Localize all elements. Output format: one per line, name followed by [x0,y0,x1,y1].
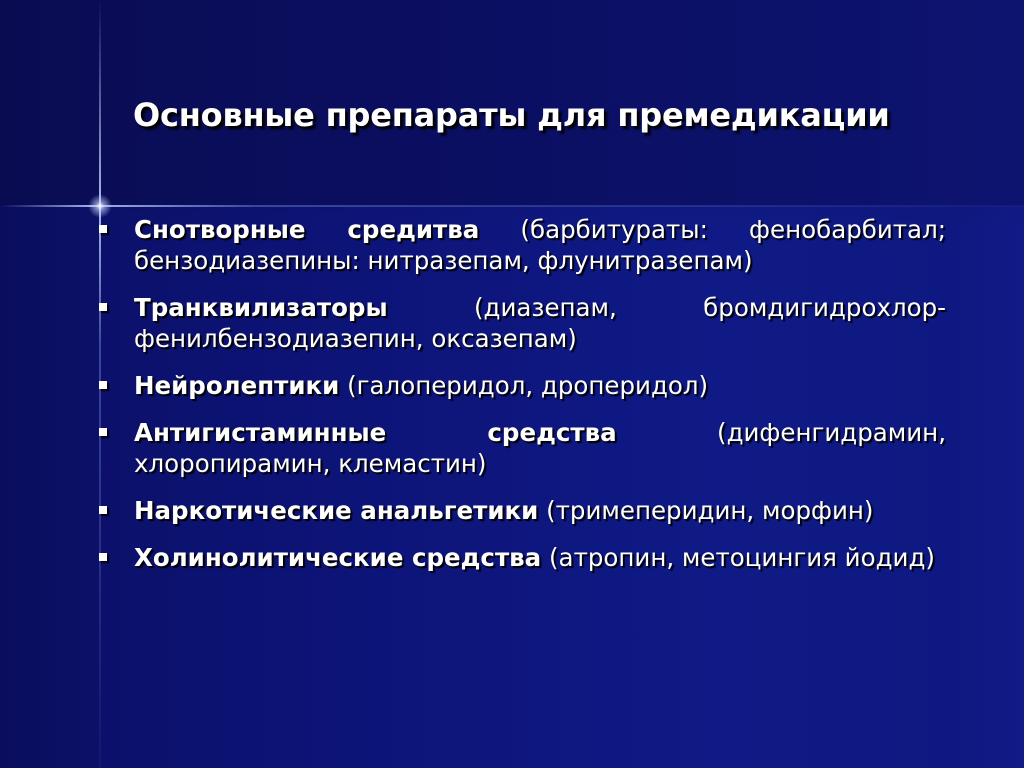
item-details: (дифенгидрамин, хлоропирамин, клемастин) [134,418,946,478]
item-term: Наркотические анальгетики [134,496,539,525]
light-flare-horizontal [0,205,1024,207]
list-item [96,495,946,526]
slide-title: Основные препараты для премедикации [133,96,890,134]
item-details: (атропин, метоцингия йодид) [541,543,935,572]
list-item [96,292,946,354]
item-term: Холинолитические средства [134,543,542,572]
bullet-icon [99,428,107,436]
premedication-list [96,214,946,589]
bullet-icon [99,303,107,311]
item-details: (диазепам, бромдигидрохлор-фенилбензодиазепин, оксазепам) [134,293,946,353]
bullet-icon [99,381,107,389]
list-item [96,417,946,479]
item-details: (галоперидол, дроперидол) [339,371,709,400]
list-item [96,214,946,276]
list-item [96,370,946,401]
bullet-icon [99,225,107,233]
item-term: Снотворные средитва [134,215,480,244]
item-term: Нейролептики [134,371,340,400]
item-term: Транквилизаторы [134,293,388,322]
item-details: (барбитураты: фенобарбитал; бензодиазепины: нитразепам, флунитразепам) [134,215,946,275]
item-details: (тримеперидин, морфин) [538,496,874,525]
item-term: Антигистаминные средства [134,418,617,447]
right-band [958,206,1024,768]
bullet-icon [99,506,107,514]
list-item [96,542,946,573]
left-band [0,206,100,768]
bullet-icon [99,553,107,561]
